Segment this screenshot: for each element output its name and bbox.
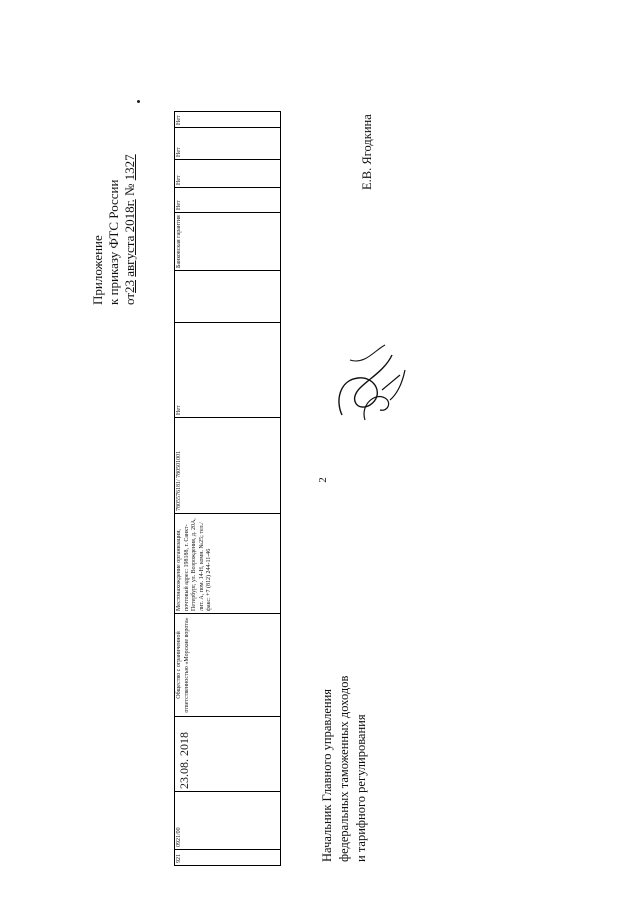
cell-flag-1: Нет: [175, 188, 281, 213]
cell-code: 0921/00: [175, 792, 281, 850]
cell-register-number: 921: [175, 850, 281, 866]
appendix-order-line: [122, 154, 138, 305]
cell-branches: Нет: [175, 323, 281, 418]
table-row: [175, 112, 281, 866]
signature: [330, 340, 410, 430]
cell-address: Местонахождение организации, почтовый адрес: 198188, г. Санкт-Петербург, ул. Возрождения, д. 20А, лит. А, пом. 14-Н, комн. №25; тел./факс: +7 (812) 244-11-46: [175, 514, 281, 614]
appendix-title: Приложение: [90, 235, 105, 305]
page-number: 2: [316, 477, 329, 483]
signatory-position-line-3: и тарифного регулирования: [354, 714, 368, 862]
registry-table: [174, 112, 281, 866]
cell-flag-3: Нет: [175, 128, 281, 160]
cell-organization: Общество с ограниченной ответственностью «Морские ворота»: [175, 614, 281, 717]
cell-inn-kpp: 7805576181/ 780501001: [175, 418, 281, 514]
order-number: 1327: [122, 154, 137, 181]
signatory-position-line-1: Начальник Главного управления: [320, 688, 334, 862]
order-number-label: №: [122, 183, 137, 196]
cell-guarantee: Банковская гарантия: [175, 213, 281, 271]
cell-empty: [175, 271, 281, 323]
cell-flag-2: Нет: [175, 160, 281, 188]
signatory-name: Е.В. Ягодкина: [360, 114, 374, 190]
order-month-year: августа 2018г.: [122, 199, 137, 277]
cell-flag-4: Нет: [175, 112, 281, 128]
dot-mark: [137, 100, 140, 103]
appendix-reference: к приказу ФТС России: [106, 179, 121, 305]
cell-date: 23.08. 2018: [175, 717, 281, 792]
signatory-position-line-2: федеральных таможенных доходов: [337, 675, 351, 862]
order-prefix: от: [122, 292, 137, 305]
order-day: 23: [122, 279, 137, 293]
